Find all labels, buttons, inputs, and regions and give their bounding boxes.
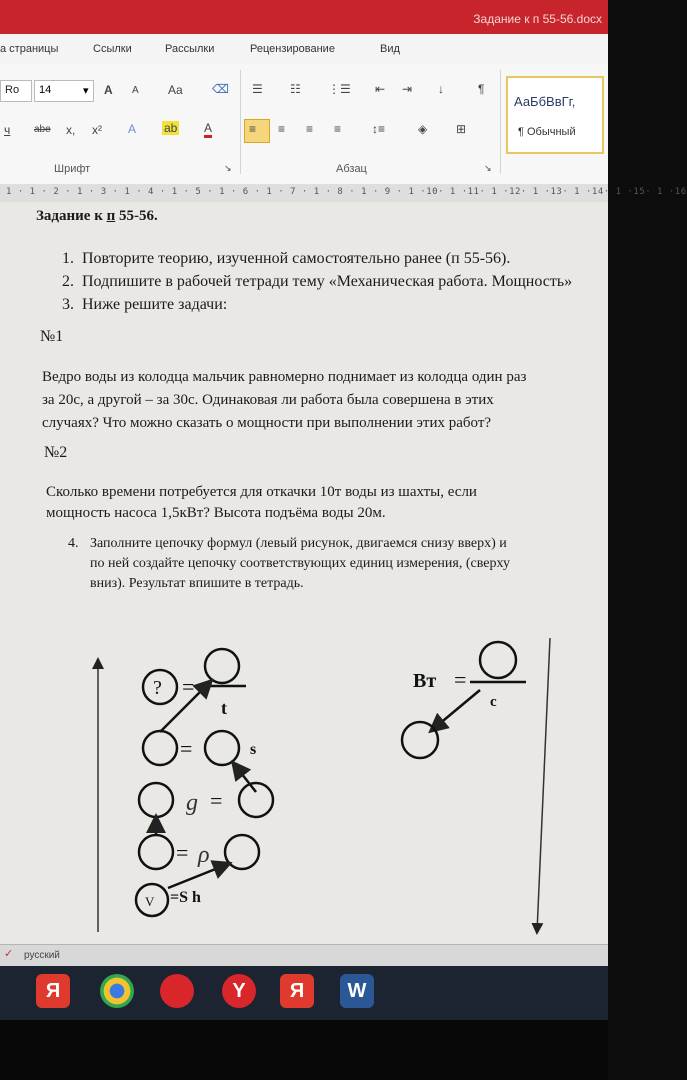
style-name: ¶ Обычный: [518, 126, 576, 138]
formula-chain-diagram: [0, 602, 608, 942]
decrease-indent-icon[interactable]: ⇤: [375, 82, 386, 96]
font-name-value: Ro: [5, 84, 20, 96]
yandex-browser-icon[interactable]: Y: [222, 974, 256, 1008]
tab-review[interactable]: Рецензирование: [250, 43, 335, 55]
time-symbol: t: [221, 698, 227, 718]
question-mark: ?: [153, 677, 162, 699]
equals-sign: =: [176, 840, 189, 865]
circle-volume: [225, 835, 259, 869]
sort-icon[interactable]: ↓: [438, 82, 444, 96]
shading-icon[interactable]: ◈: [418, 122, 428, 136]
item4-line: по ней создайте цепочку соответствующих единиц измерения, (сверху: [90, 556, 510, 571]
chrome-icon[interactable]: [100, 974, 134, 1008]
strikethrough-button[interactable]: abe: [34, 124, 51, 135]
list-item: [62, 250, 510, 268]
circle-weight: [239, 783, 273, 817]
circle-force: [205, 731, 239, 765]
paragraph-dialog-launcher-icon[interactable]: ↘: [484, 163, 492, 173]
heading-prefix: Задание к: [36, 208, 107, 224]
list-item: [62, 296, 227, 314]
density-symbol: ρ: [198, 842, 210, 868]
heading-suffix: 55-56.: [115, 208, 158, 224]
equals-sign: =: [210, 788, 223, 813]
list-item: [62, 273, 572, 291]
list-number: 2.: [62, 273, 74, 290]
justify-icon[interactable]: ≡: [334, 122, 342, 136]
word-icon[interactable]: W: [340, 974, 374, 1008]
watt-unit: Вт: [413, 670, 437, 692]
status-bar: [0, 944, 608, 967]
borders-icon[interactable]: ⊞: [456, 122, 467, 136]
task1-line: Ведро воды из колодца мальчик равномерно поднимает из колодца один раз: [42, 369, 527, 385]
volume-symbol: V: [145, 894, 155, 909]
second-unit: c: [490, 694, 497, 710]
language-indicator[interactable]: русский: [24, 950, 60, 961]
numbering-icon[interactable]: ☷: [290, 82, 301, 96]
document-title: Задание к п 55-56.docx: [473, 12, 602, 26]
subscript-button[interactable]: x,: [66, 123, 76, 137]
tab-mailings[interactable]: Рассылки: [165, 43, 215, 55]
equals-sign: =: [182, 674, 195, 699]
equals-sign: =: [454, 667, 467, 692]
font-group-label: Шрифт: [54, 163, 91, 175]
document-heading: [36, 208, 158, 225]
tab-view[interactable]: Вид: [380, 43, 400, 55]
line-spacing-icon[interactable]: ↕≡: [372, 122, 386, 136]
circle-joule: [480, 642, 516, 678]
clear-format-icon[interactable]: ⌫: [212, 82, 229, 96]
browser-icon[interactable]: [160, 974, 194, 1008]
task1-line: за 20с, а другой – за 30с. Одинаковая ли работа была совершена в этих: [42, 392, 494, 408]
distance-symbol: s: [250, 741, 257, 758]
list-text: Подпишите в рабочей тетради тему «Механическая работа. Мощность»: [82, 273, 573, 290]
font-dialog-launcher-icon[interactable]: ↘: [224, 163, 232, 173]
yandex-icon[interactable]: Я: [280, 974, 314, 1008]
paragraph-group-label: Абзац: [336, 163, 367, 175]
circle-numerator: [205, 649, 239, 683]
taskbar: [0, 966, 608, 1020]
bullets-icon[interactable]: ☰: [252, 82, 263, 96]
circle-mass: [139, 783, 173, 817]
circle-unit: [402, 722, 438, 758]
task2-line: Сколько времени потребуется для откачки 10т воды из шахты, если: [46, 484, 477, 500]
task1-label: №1: [40, 328, 64, 345]
ruler-numbers: 1 · 1 · 2 · 1 · 3 · 1 · 4 · 1 · 5 · 1 · 6 · 1 · 7 · 1 · 8 · 1 · 9 · 1 ·10· 1 ·11· 1 ·12· 1 ·13· 1 ·14· 1 ·15· 1 ·16: [6, 187, 687, 197]
align-left-icon: ≡: [249, 122, 257, 136]
circle-work: [143, 731, 177, 765]
increase-indent-icon[interactable]: ⇥: [402, 82, 413, 96]
list-number: 1.: [62, 250, 74, 267]
document-page[interactable]: [0, 202, 608, 944]
style-normal-tile[interactable]: [506, 76, 604, 154]
list-text: Повторите теорию, изученной самостоятельно ранее (п 55-56).: [82, 250, 511, 267]
text-effects-icon[interactable]: A: [128, 122, 137, 136]
group-divider: [240, 70, 241, 174]
tab-references[interactable]: Ссылки: [93, 43, 132, 55]
title-bar: [0, 0, 608, 34]
spellcheck-icon[interactable]: ✓: [4, 948, 14, 960]
item4-line: Заполните цепочку формул (левый рисунок, двигаемся снизу вверх) и: [90, 536, 507, 551]
chain-arrow: [432, 690, 480, 730]
task2-label: №2: [44, 444, 68, 461]
monitor-bezel: [0, 1020, 608, 1080]
ribbon-tabs: [0, 34, 608, 65]
area-height-formula: =S h: [170, 889, 201, 906]
circle-mass2: [139, 835, 173, 869]
down-arrow-line: [537, 638, 550, 932]
align-right-icon[interactable]: ≡: [306, 122, 314, 136]
yandex-icon[interactable]: Я: [36, 974, 70, 1008]
font-size-combo[interactable]: [34, 80, 94, 102]
superscript-button[interactable]: x²: [92, 123, 102, 137]
font-name-combo[interactable]: [0, 80, 32, 102]
task1-line: случаях? Что можно сказать о мощности при выполнении этих работ?: [42, 415, 492, 431]
change-case-button[interactable]: Aa: [168, 83, 183, 97]
tab-page-layout[interactable]: а страницы: [0, 43, 59, 55]
multilevel-list-icon[interactable]: ⋮☰: [328, 82, 351, 96]
chevron-down-icon: ▾: [83, 85, 89, 97]
grow-font-button[interactable]: A: [104, 83, 113, 97]
font-color-button[interactable]: A: [204, 121, 212, 138]
group-divider: [500, 70, 501, 174]
task2-line: мощность насоса 1,5кВт? Высота подъёма воды 20м.: [46, 505, 386, 521]
underline-button[interactable]: ч: [4, 123, 11, 137]
list-text: Ниже решите задачи:: [82, 296, 228, 313]
list-number: 3.: [62, 296, 74, 313]
heading-link: п: [106, 208, 116, 224]
pilcrow-button[interactable]: ¶: [478, 82, 485, 96]
ruler[interactable]: [0, 184, 687, 203]
font-size-value: 14: [39, 84, 52, 96]
style-sample: АаБбВвГг,: [514, 94, 576, 109]
highlight-icon[interactable]: ab: [164, 121, 178, 135]
align-center-icon[interactable]: ≡: [278, 122, 286, 136]
item4-number: 4.: [68, 536, 79, 551]
gravity-symbol: g: [186, 790, 198, 816]
align-left-button[interactable]: [244, 119, 270, 143]
shrink-font-button[interactable]: A: [132, 85, 139, 96]
equals-sign: =: [180, 736, 193, 761]
item4-line: вниз). Результат впишите в тетрадь.: [90, 576, 304, 591]
